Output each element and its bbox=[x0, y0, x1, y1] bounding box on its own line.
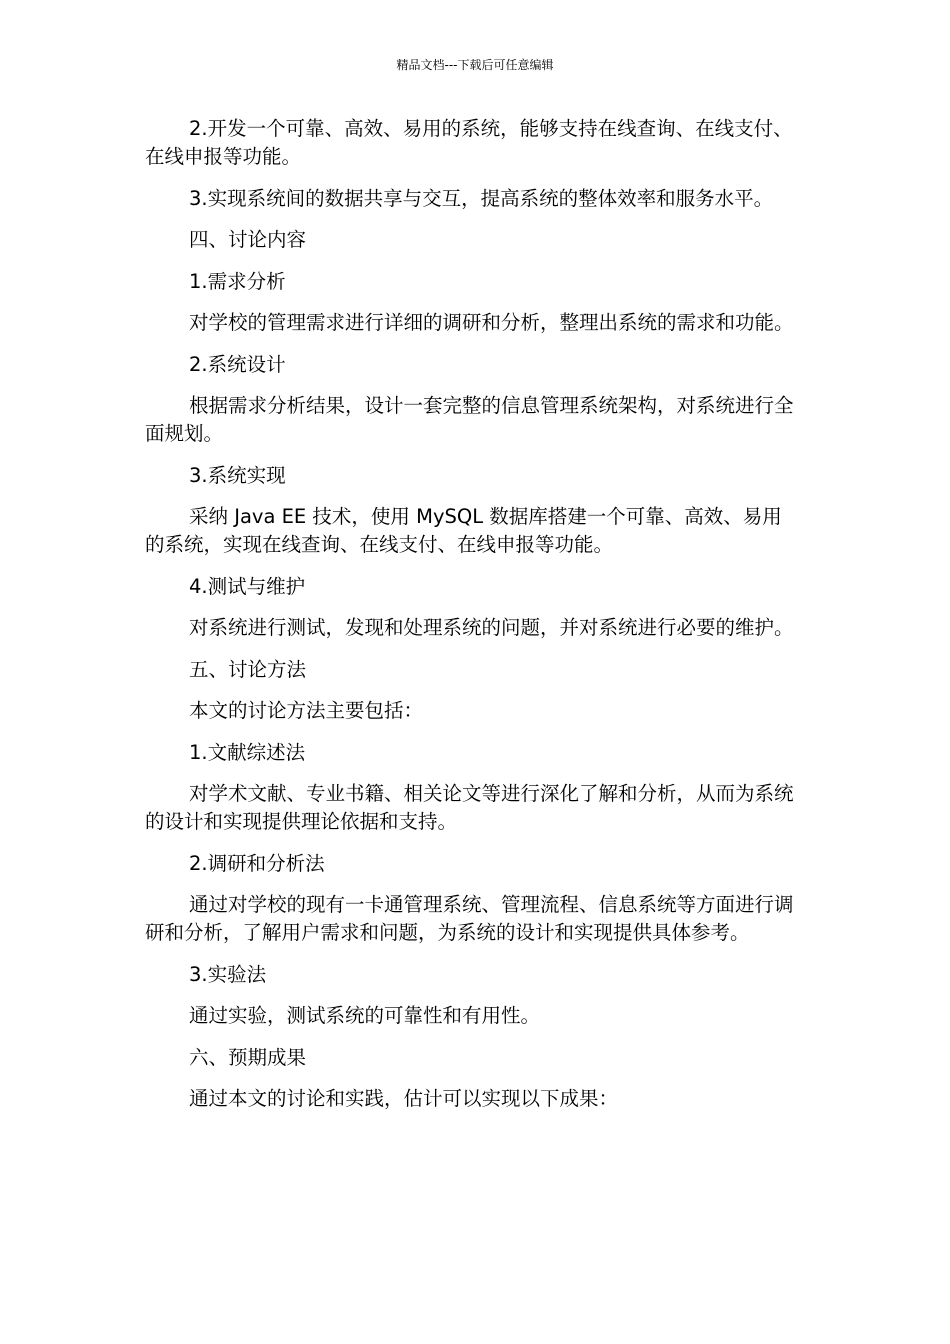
body-testing: 对系统进行测试，发现和处理系统的问题，并对系统进行必要的维护。 bbox=[189, 616, 794, 639]
section-heading-content: 四、讨论内容 bbox=[189, 228, 307, 251]
page-header: 精品文档---下载后可任意编辑 bbox=[396, 58, 554, 72]
body-outcomes-intro: 通过本文的讨论和实践，估计可以实现以下成果： bbox=[189, 1087, 619, 1110]
body-experiment: 通过实验，测试系统的可靠性和有用性。 bbox=[189, 1004, 541, 1027]
section-heading-methods: 五、讨论方法 bbox=[189, 657, 307, 681]
subheading-survey: 2.调研和分析法 bbox=[189, 851, 325, 875]
subheading-requirements: 1.需求分析 bbox=[189, 269, 286, 293]
subheading-implementation: 3.系统实现 bbox=[189, 463, 286, 487]
section-heading-outcomes: 六、预期成果 bbox=[189, 1045, 307, 1069]
document-body bbox=[145, 115, 795, 1127]
body-survey: 通过对学校的现有一卡通管理系统、管理流程、信息系统等方面进行调研和分析，了解用户需求和问题，为系统的设计和实现提供具体参考。 bbox=[145, 893, 794, 944]
body-implementation: 采纳 Java EE 技术，使用 MySQL 数据库搭建一个可靠、高效、易用的系统，实现在线查询、在线支付、在线申报等功能。 bbox=[145, 505, 782, 556]
body-requirements: 对学校的管理需求进行详细的调研和分析，整理出系统的需求和功能。 bbox=[189, 311, 794, 334]
body-design: 根据需求分析结果，设计一套完整的信息管理系统架构，对系统进行全面规划。 bbox=[145, 394, 794, 445]
subheading-design: 2.系统设计 bbox=[189, 352, 286, 376]
subheading-testing: 4.测试与维护 bbox=[189, 574, 306, 598]
subheading-literature: 1.文献综述法 bbox=[189, 740, 306, 764]
goal-item-2: 2.开发一个可靠、高效、易用的系统，能够支持在线查询、在线支付、在线申报等功能。 bbox=[145, 117, 793, 168]
body-methods-intro: 本文的讨论方法主要包括： bbox=[189, 699, 424, 722]
goal-item-3: 3.实现系统间的数据共享与交互，提高系统的整体效率和服务水平。 bbox=[189, 186, 774, 210]
body-literature: 对学术文献、专业书籍、相关论文等进行深化了解和分析，从而为系统的设计和实现提供理论依据和支持。 bbox=[145, 782, 794, 833]
subheading-experiment: 3.实验法 bbox=[189, 962, 267, 986]
